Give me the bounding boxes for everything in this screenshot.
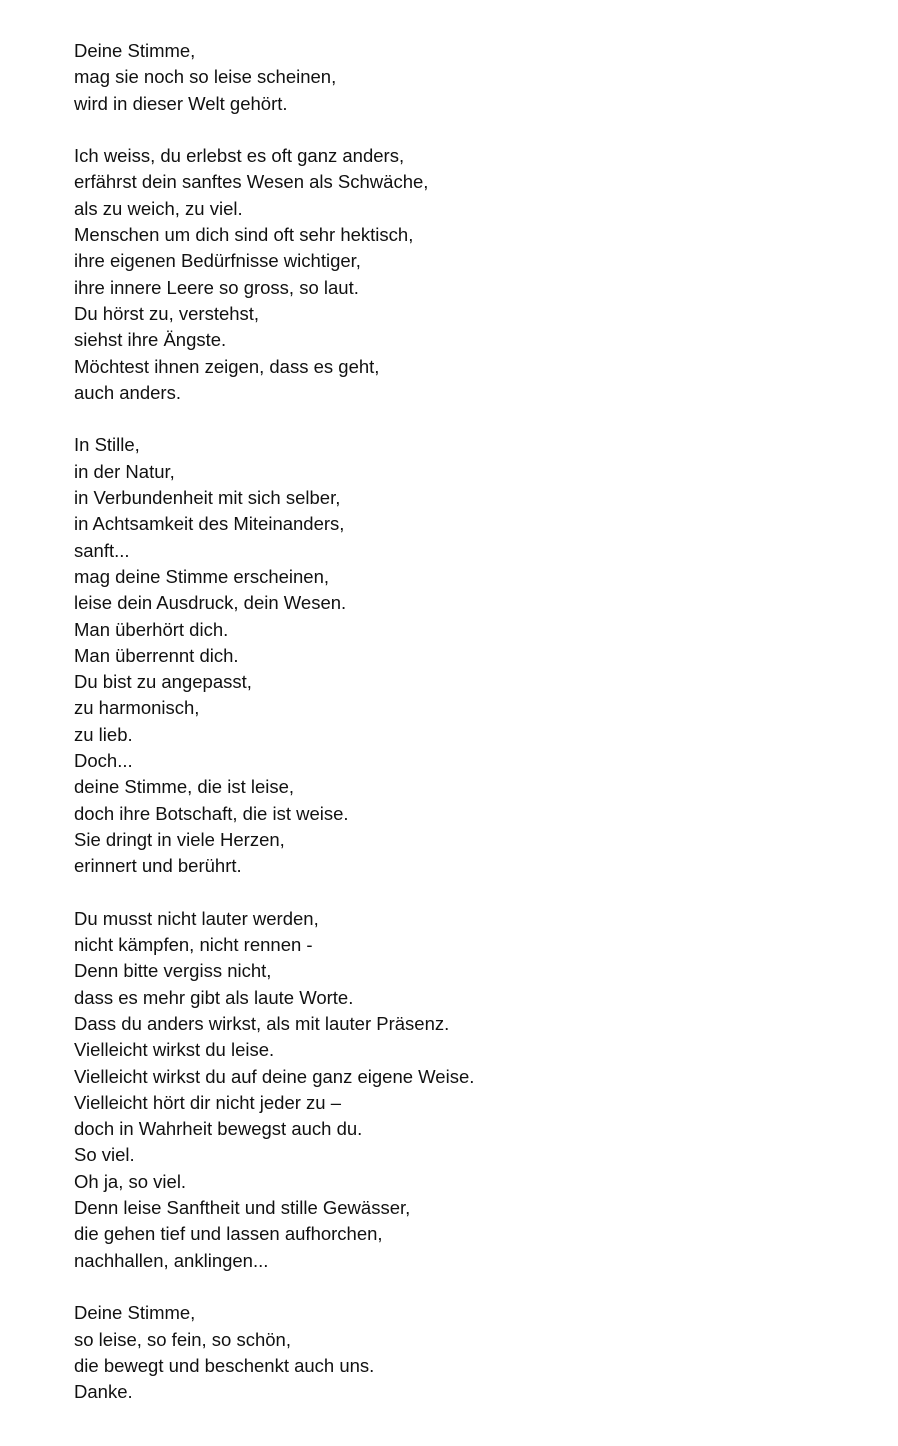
poem-line: sanft...: [74, 539, 130, 561]
stanza-2: [74, 143, 874, 406]
poem-line: Denn bitte vergiss nicht,: [74, 960, 272, 982]
poem-line: Möchtest ihnen zeigen, dass es geht,: [74, 355, 380, 377]
poem-line: als zu weich, zu viel.: [74, 197, 243, 219]
stanza-1: [74, 38, 874, 117]
poem-line: erfährst dein sanftes Wesen als Schwäche,: [74, 171, 429, 193]
poem-line: Oh ja, so viel.: [74, 1170, 187, 1192]
poem-line: Vielleicht hört dir nicht jeder zu –: [74, 1091, 342, 1113]
poem-line: wird in dieser Welt gehört.: [74, 92, 288, 114]
poem-line: mag sie noch so leise scheinen,: [74, 66, 337, 88]
poem-page: [74, 38, 874, 1405]
poem-line: doch in Wahrheit bewegst auch du.: [74, 1118, 363, 1140]
poem-line: zu lieb.: [74, 723, 133, 745]
poem-line: ihre eigenen Bedürfnisse wichtiger,: [74, 250, 361, 272]
stanza-4: [74, 906, 874, 1274]
poem-line: Dass du anders wirkst, als mit lauter Präsenz.: [74, 1012, 450, 1034]
poem-line: in der Natur,: [74, 460, 175, 482]
poem-line: Man überhört dich.: [74, 618, 229, 640]
poem-line: Denn leise Sanftheit und stille Gewässer,: [74, 1197, 411, 1219]
poem-line: so leise, so fein, so schön,: [74, 1328, 291, 1350]
poem-line: Ich weiss, du erlebst es oft ganz anders,: [74, 145, 405, 167]
poem-line: In Stille,: [74, 434, 140, 456]
poem-line: erinnert und berührt.: [74, 855, 242, 877]
poem-line: Deine Stimme,: [74, 1302, 196, 1324]
poem-line: nicht kämpfen, nicht rennen -: [74, 934, 313, 956]
poem-line: in Verbundenheit mit sich selber,: [74, 487, 341, 509]
poem-line: Vielleicht wirkst du leise.: [74, 1039, 275, 1061]
poem-line: nachhallen, anklingen...: [74, 1249, 269, 1271]
poem-line: deine Stimme, die ist leise,: [74, 776, 295, 798]
poem-line: die gehen tief und lassen aufhorchen,: [74, 1223, 383, 1245]
poem-line: doch ihre Botschaft, die ist weise.: [74, 802, 349, 824]
stanza-5: [74, 1300, 874, 1405]
poem-line: So viel.: [74, 1144, 135, 1166]
poem-line: mag deine Stimme erscheinen,: [74, 565, 330, 587]
poem-line: auch anders.: [74, 381, 181, 403]
poem-line: Du bist zu angepasst,: [74, 671, 252, 693]
poem-line: Sie dringt in viele Herzen,: [74, 828, 285, 850]
poem-line: ihre innere Leere so gross, so laut.: [74, 276, 359, 298]
poem-line: zu harmonisch,: [74, 697, 200, 719]
poem-line: Deine Stimme,: [74, 40, 196, 61]
poem-line: die bewegt und beschenkt auch uns.: [74, 1354, 375, 1376]
poem-line: Vielleicht wirkst du auf deine ganz eigene Weise.: [74, 1065, 475, 1087]
stanza-3: [74, 432, 874, 879]
poem-line: Du musst nicht lauter werden,: [74, 907, 319, 929]
poem-line: in Achtsamkeit des Miteinanders,: [74, 513, 345, 535]
poem-line: Danke.: [74, 1381, 133, 1403]
poem-line: siehst ihre Ängste.: [74, 329, 227, 351]
poem-line: Doch...: [74, 750, 133, 772]
poem-line: dass es mehr gibt als laute Worte.: [74, 986, 354, 1008]
poem-line: leise dein Ausdruck, dein Wesen.: [74, 592, 347, 614]
poem-line: Du hörst zu, verstehst,: [74, 302, 260, 324]
poem-line: Man überrennt dich.: [74, 644, 239, 666]
poem-line: Menschen um dich sind oft sehr hektisch,: [74, 224, 414, 246]
